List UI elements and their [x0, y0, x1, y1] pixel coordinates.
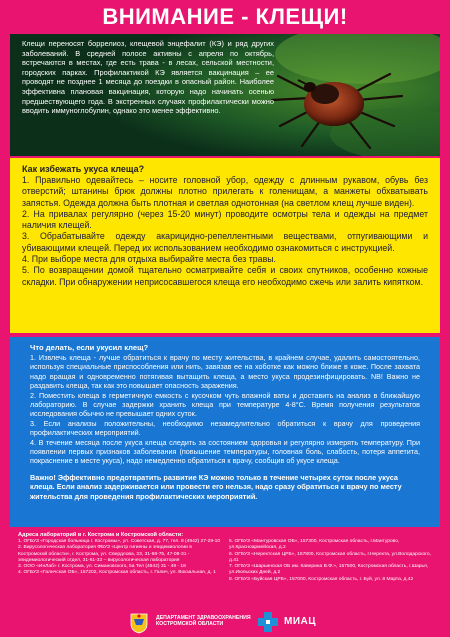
- dept-logo-text: [156, 615, 251, 628]
- avoid-item: 4. При выборе места для отдыха выбирайте места без травы.: [22, 254, 277, 265]
- intro-block: [10, 34, 440, 156]
- dept-label-1: ДЕПАРТАМЕНТ ЗДРАВООХРАНЕНИЯ: [156, 615, 251, 621]
- lab-address: 6. ОГБУЗ «Нерехтская ЦРБ», 157800, Костромская область, г.Нерехта, ул.Володарского, д.41: [229, 551, 431, 563]
- bitten-item: 3. Если анализы положительны, необходимо незамедлительно обратиться к врачу для проведения профилактических мероприятий.: [30, 418, 420, 438]
- warning-text: Важно! Эффективно предотвратить развитие КЭ можно только в течение четырех суток после укуса клеща. Если анализ задерживается или провести его нельзя, надо сразу обратиться к врачу по месту жительства для проведения профилактических мероприятий.: [30, 472, 402, 501]
- avoid-item: 2. На привалах регулярно (через 15-20 минут) проводите осмотры тела и одежды на предмет наличия клещей.: [22, 208, 428, 231]
- bitten-item: 1. Извлечь клеща - лучше обратиться к врачу по месту жительства, в крайнем случае, удалить самостоятельно, используя специальные приспособления или нить, завязав ее на хоботке как можно ближе в коже. После захвата надо вращая и одновременно потягивая вытащить клеща, а место укуса продезинфицировать. NB! Важно не раздавить клеща, так как это повышает опасность заражения.: [30, 353, 420, 391]
- lab-address: 2. Вирусологическая лаборатория ФБУЗ «Центр гигиены и эпидемиологии в Костромской области», г. Кострома, ул. Свердлова, 23, 31-68-75, 47-08-31 - эпидемиологический отдел, 31-61-33 – вирусологическая лаборатория: [18, 545, 192, 563]
- lab-address: 7. ОГБУЗ «Шарьинская ОБ им. Каверина В.Ф.», 157500, Костромская область, г.Шарья, ул.Июльских Дней, д.2: [229, 564, 429, 576]
- coat-of-arms-icon: [128, 610, 150, 634]
- avoid-item: 5. По возвращении домой тщательно осматривайте себя и своих спутников, особенно кожные складки. При обнаружении неприсосавшегося клеща его необходимо сжечь или залить кипятком.: [22, 265, 428, 287]
- lab-address: 3. ООО «ИнЛаб» г. Кострома, ул. Симановского, 5а Тел (4942) 31 - 49 - 18: [18, 564, 186, 570]
- avoid-list: [22, 175, 428, 288]
- miac-logo-text: МИАЦ: [284, 616, 317, 627]
- labs-footer: [10, 529, 440, 637]
- bitten-list: [30, 353, 420, 466]
- lab-address: 8. ОГБУЗ «Буйская ЦРБ», 157000, Костромская область, г. Буй, ул. 8 Марта, д.42: [229, 576, 414, 582]
- poster-title: ВНИМАНИЕ - КЛЕЩИ!: [102, 4, 348, 29]
- bitten-section: [10, 337, 440, 527]
- bitten-heading: Что делать, если укусил клещ?: [30, 343, 149, 352]
- bitten-item: 2. Поместить клеща в герметичную емкость с кусочком чуть влажной ваты и доставить на анализ в ближайшую лабораторию. В случае задержки хранить клеща при температуре 4-8°С. Время получения результатов исследования обычно не превышает одних суток.: [30, 390, 420, 419]
- avoid-section: [10, 158, 440, 333]
- bitten-item: 4. В течение месяца после укуса клеща следить за состоянием здоровья и регулярно измерять температуру. При появлении первых признаков заболевания (повышение температуры, головная боль, слабость, потеря аппетита, покраснение в месте укуса), надо немедленно обратиться к врачу, сообщив об укусе клеща.: [30, 437, 420, 466]
- avoid-heading: Как избежать укуса клеща?: [22, 164, 145, 174]
- intro-text: Клещи переносят боррелиоз, клещевой энцефалит (КЭ) и ряд других заболеваний. В средней полосе активны с апреля по октябрь, встречаются в местах, где есть трава - в лесах, сельской местности, городских парках. Профилактикой КЭ является вакцинация – ее проводят не позднее 1 месяца до поездки в опасный район. Наиболее эффективна плановая вакцинация, которую надо начинать осенью предшествующего года. В экстренных случаях профилактически можно вводить иммуноглобулин, однако это менее эффективно.: [22, 39, 274, 116]
- lab-address: 1. ОГБУЗ «Городская больница г. Костромы», ул. Советская, д. 77, тел. 8 (4942) 27-29-10: [18, 539, 221, 544]
- dept-label-2: КОСТРОМСКОЙ ОБЛАСТИ: [156, 621, 224, 628]
- labs-column-left: [18, 539, 221, 583]
- lab-address: 5. ОГБУЗ «Мантуровская ОБ», 157300, Костромская область, г.Мантурово, ул.Красноармейская, д.2: [229, 539, 400, 551]
- avoid-item: 1. Правильно одевайтесь – носите головной убор, одежду с длинным рукавом, обувь без отверстий; штанины брюк должны плотно прилегать к голенищам, а манжеты обхватывать запястья. Одежда должна быть плотная и светлая однотонная (на светлом клещ лучше виден).: [22, 175, 428, 208]
- avoid-item: 3. Обрабатывайте одежду акарицидно-репеллентными веществами, отпугивающими и убивающими клещей. Перед их использованием необходимо ознакомиться с инструкцией.: [22, 231, 428, 253]
- medical-cross-icon: [255, 610, 281, 634]
- labs-column-right: [229, 539, 432, 583]
- logos-row: [10, 609, 440, 635]
- lab-address: 4. ОГБУЗ «Галичская ОБ», 157202, Костромская область, г. Галич, ул. Вокзальная, д. 1: [18, 570, 216, 576]
- labs-heading: Адреса лабораторий в г. Кострома и Костромской области:: [18, 532, 184, 538]
- labs-columns: [18, 539, 432, 583]
